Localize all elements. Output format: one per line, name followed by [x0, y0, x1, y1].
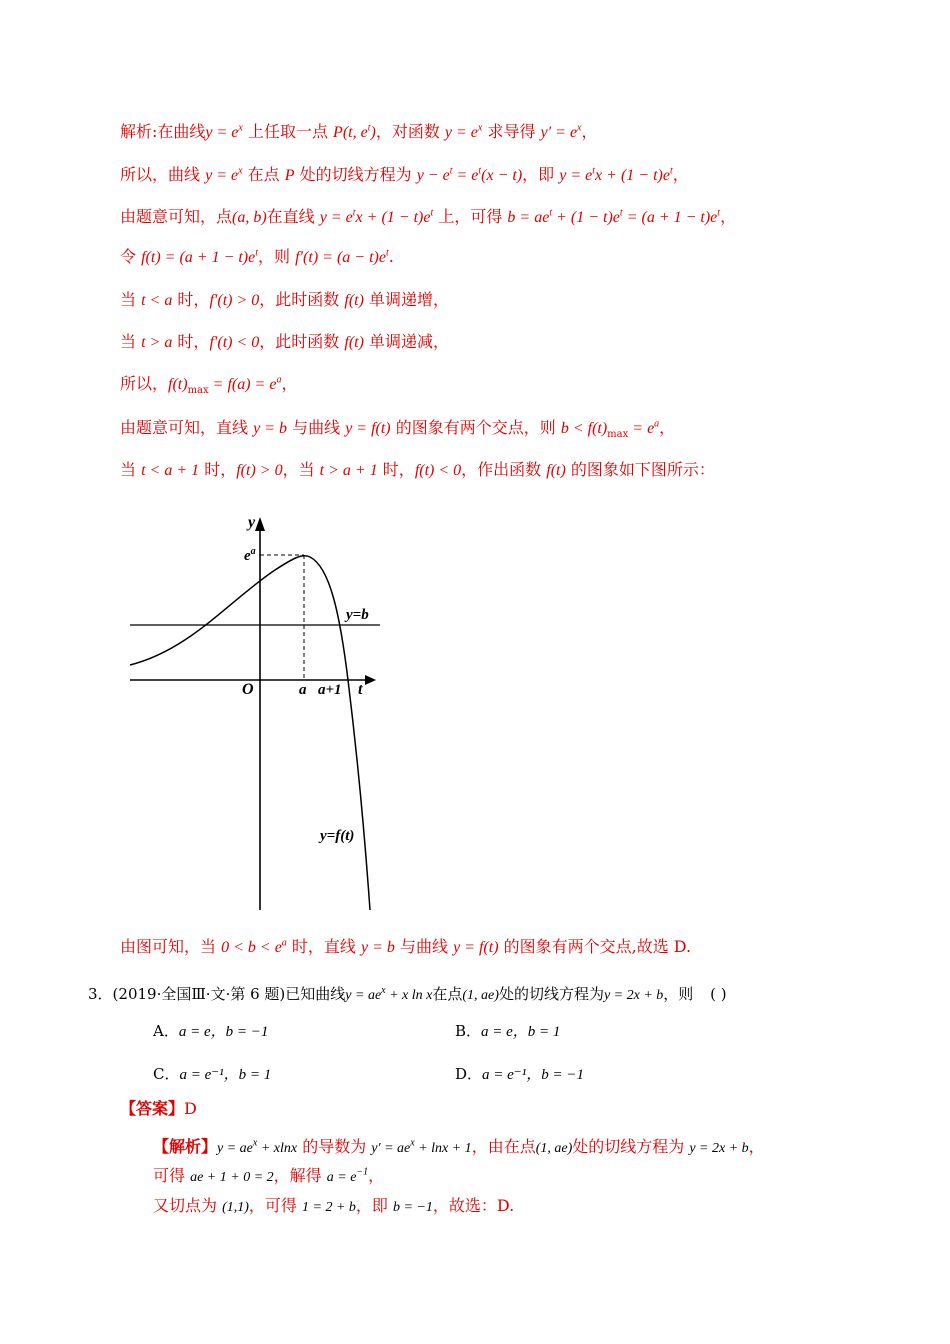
answer-line: 【答案】D — [120, 1099, 197, 1118]
line-label: y=b — [346, 607, 369, 623]
function-graph — [120, 505, 390, 915]
y-axis-arrow-icon — [255, 517, 265, 531]
origin-label: O — [242, 681, 254, 698]
solution-line-2: 所以，曲线 $y = e^x$ 在点 P 处的切线方程为 $y - e^t = e^t(x - t)$，即 $y = e^tx + (1 - t)e^t$， — [120, 165, 689, 184]
solution-line-4: 令 $f(t) = (a + 1 - t)e^t$，则 $f'(t) = (a - t)e^t$. — [120, 247, 394, 266]
analysis-line-2: 可得 ae + 1 + 0 = 2，解得 $a = e^{-1}$， — [153, 1166, 385, 1185]
solution-line-5: 当 t < a 时，f′(t) > 0，此时函数 f(t) 单调递增， — [120, 290, 450, 309]
solution-line-9: 当 t < a + 1 时，f(t) > 0，当 t > a + 1 时，f(t) < 0，作出函数 f(t) 的图象如下图所示： — [120, 460, 715, 479]
analysis-line-1: 【解析】$y = ae^x + xlnx$ 的导数为 $y' = ae^x + \ln x + 1$，由在点(1, ae)处的切线方程为 y = 2x + b， — [153, 1137, 765, 1156]
solution-line-8: 由题意可知，直线 y = b 与曲线 y = f(t) 的图象有两个交点，则 $b < f(t)_{max} = e^a$， — [120, 418, 676, 441]
conclusion-line: 由图可知，当 $0 < b < e^a$ 时，直线 y = b 与曲线 y = f(t) 的图象有两个交点,故选 D. — [120, 937, 692, 956]
option-a[interactable]: A．a = e，b = −1 — [153, 1022, 269, 1040]
analysis-line-3: 又切点为 (1,1)，可得 1 = 2 + b，即 b = −1，故选：D. — [153, 1196, 515, 1215]
t-axis-label: t — [358, 681, 363, 698]
a-label: a — [299, 682, 307, 698]
curve-f-of-t — [130, 556, 370, 910]
max-label: $e^a$ — [244, 546, 256, 564]
t-axis-arrow-icon — [365, 675, 376, 685]
solution-line-1: 解析:在曲线$y = e^x$ 上任取一点 P(t, $e^t$)，对函数 $y = e^x$ 求导得 $y' = e^x$， — [120, 122, 598, 141]
solution-line-3: 由题意可知，点(a, b)在直线 $y = e^tx + (1 - t)e^t$ 上，可得 $b = ae^t + (1 - t)e^t = (a + 1 - t)e^t$， — [120, 207, 737, 226]
curve-label: y=f(t) — [320, 828, 355, 844]
a-plus-1-label: a+1 — [318, 682, 342, 698]
solution-line-7: 所以，$f(t)_{max} = f(a) = e^a$， — [120, 374, 298, 397]
option-c[interactable]: C．a = e⁻¹，b = 1 — [153, 1065, 272, 1083]
option-d[interactable]: D．a = e⁻¹，b = −1 — [455, 1065, 584, 1083]
option-b[interactable]: B．a = e，b = 1 — [455, 1022, 561, 1040]
y-axis-label: y — [248, 514, 256, 531]
solution-line-6: 当 t > a 时，f′(t) < 0，此时函数 f(t) 单调递减， — [120, 332, 450, 351]
question-3-stem: 3．(2019·全国Ⅲ·文·第 6 题)已知曲线$y = ae^x + x$ ln x在点(1, ae)处的切线方程为y = 2x + b，则 ( ) — [88, 985, 727, 1003]
answer-blank: ( ) — [710, 985, 727, 1003]
